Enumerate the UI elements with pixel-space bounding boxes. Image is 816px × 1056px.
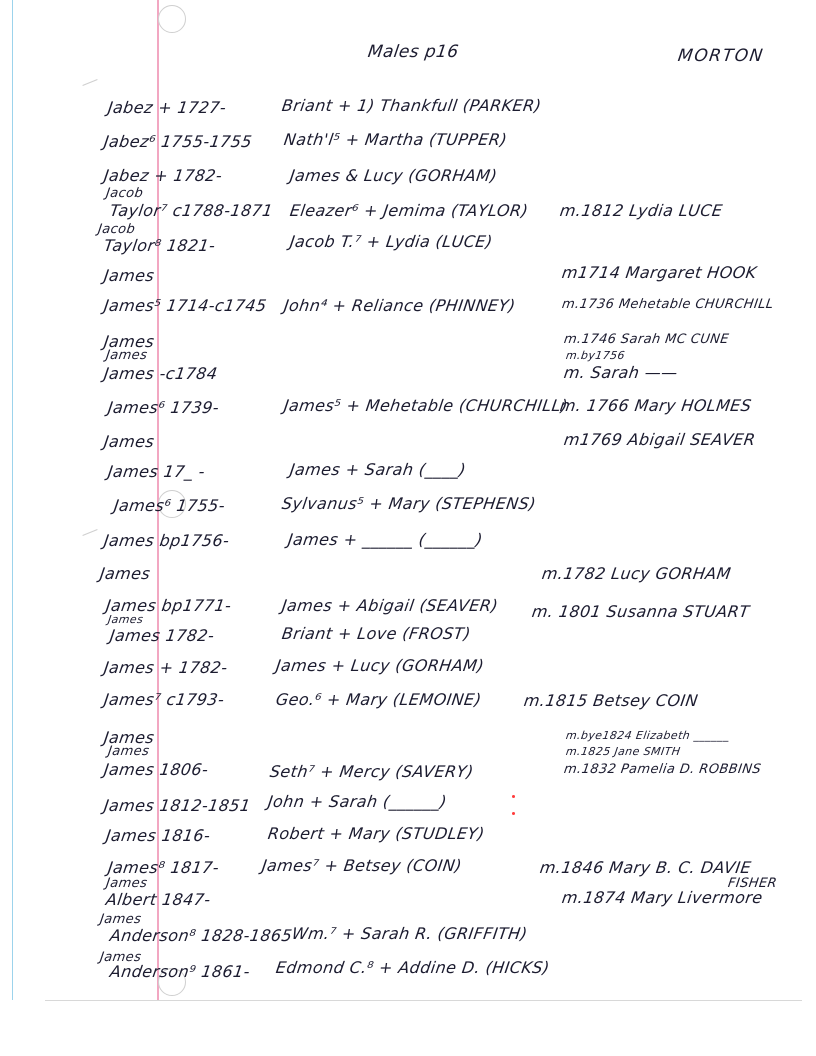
entry-parents: James + Lucy (GORHAM)	[274, 656, 486, 675]
entry-parents: James⁷ + Betsey (COIN)	[260, 856, 464, 875]
entry-parents: James & Lucy (GORHAM)	[288, 166, 499, 185]
entry-name: James + 1782-	[102, 658, 229, 677]
entry-parents: James + Sarah (____)	[288, 460, 468, 479]
page-label: Males p16	[366, 42, 460, 62]
entry-name: James 1812-1851	[102, 796, 252, 815]
entry-marriage: m. 1801 Susanna STUART	[530, 602, 751, 621]
ink-dot	[512, 812, 515, 815]
entry-name: Jabez⁶ 1755-1755	[102, 132, 254, 151]
entry-name-line2: Taylor⁷ c1788-1871	[108, 201, 275, 220]
surname-heading: MORTON	[676, 46, 766, 66]
entry-name: Jabez + 1727-	[106, 98, 228, 117]
binder-hole-top	[158, 5, 186, 33]
entry-parents: John⁴ + Reliance (PHINNEY)	[282, 296, 517, 315]
entry-name-line2: Taylor⁸ 1821-	[102, 236, 217, 255]
entry-marriage: m.1874 Mary Livermore	[560, 888, 765, 907]
entry-parents: Seth⁷ + Mercy (SAVERY)	[268, 762, 475, 781]
entry-parents: Sylvanus⁵ + Mary (STEPHENS)	[280, 494, 538, 513]
entry-name-line1: James	[98, 912, 143, 927]
entry-marriage: m1714 Margaret HOOK	[560, 263, 758, 282]
entry-marriage: m. 1766 Mary HOLMES	[558, 396, 753, 415]
entry-name: James	[102, 432, 156, 451]
entry-marriage: m.1846 Mary B. C. DAVIE	[538, 858, 753, 877]
entry-name: James	[102, 266, 156, 285]
bottom-rule	[45, 1000, 802, 1001]
entry-name-line1: Jacob	[104, 186, 145, 201]
entry-name: James⁸ 1817-	[106, 858, 221, 877]
entry-name-line2: Anderson⁸ 1828-1865	[108, 926, 294, 945]
entry-name: James 17_ -	[106, 462, 207, 481]
edge-mark	[82, 529, 97, 536]
entry-name: James	[104, 348, 149, 363]
entry-marriage: m.1825 Jane SMITH	[565, 745, 682, 758]
entry-name-line1: Jacob	[96, 222, 137, 237]
entry-name-line2: Albert 1847-	[104, 890, 212, 909]
entry-name: James 1806-	[102, 760, 210, 779]
entry-marriage: m.1815 Betsey COIN	[522, 691, 700, 710]
entry-marriage: m1769 Abigail SEAVER	[562, 430, 757, 449]
entry-name: James	[98, 564, 152, 583]
entry-parents: John + Sarah (______)	[266, 792, 449, 811]
entry-name: James⁶ 1739-	[106, 398, 221, 417]
entry-parents: Nath'l⁵ + Martha (TUPPER)	[282, 130, 509, 149]
entry-marriage: m.1832 Pamelia D. ROBBINS	[562, 762, 763, 777]
entry-marriage: m.1812 Lydia LUCE	[558, 201, 724, 220]
entry-name: James⁵ 1714-c1745	[102, 296, 268, 315]
entry-parents: Jacob T.⁷ + Lydia (LUCE)	[288, 232, 494, 251]
entry-marriage: m.1736 Mehetable CHURCHILL	[560, 297, 775, 312]
entry-name: James 1816-	[104, 826, 212, 845]
entry-parents: James⁵ + Mehetable (CHURCHILL)	[282, 396, 570, 415]
entry-parents: James + ______ (______)	[286, 530, 484, 549]
ink-dot	[512, 795, 515, 798]
entry-name: James -c1784	[102, 364, 219, 383]
entry-name-line2: Anderson⁹ 1861-	[108, 962, 252, 981]
entry-marriage: m.1782 Lucy GORHAM	[540, 564, 733, 583]
entry-name: James bp1771-	[104, 596, 233, 615]
edge-mark	[82, 79, 97, 86]
entry-parents: Robert + Mary (STUDLEY)	[266, 824, 486, 843]
entry-marriage: m.by1756	[565, 349, 626, 362]
entry-parents: James + Abigail (SEAVER)	[280, 596, 500, 615]
entry-name-line1: James	[104, 876, 149, 891]
entry-name-line1: James	[98, 950, 143, 965]
entry-name: James	[107, 613, 145, 626]
entry-parents: Eleazer⁶ + Jemima (TAYLOR)	[288, 201, 530, 220]
entry-parents: Wm.⁷ + Sarah R. (GRIFFITH)	[290, 924, 529, 943]
entry-name: James bp1756-	[102, 531, 231, 550]
entry-name: James	[106, 744, 151, 759]
entry-marriage: m.bye1824 Elizabeth ______	[565, 729, 731, 742]
entry-parents: Edmond C.⁸ + Addine D. (HICKS)	[274, 958, 551, 977]
entry-marriage: m.1746 Sarah MC CUNE	[562, 332, 730, 347]
entry-name: Jabez + 1782-	[102, 166, 224, 185]
entry-name: James 1782-	[108, 626, 216, 645]
entry-parents: Briant + 1) Thankfull (PARKER)	[280, 96, 543, 115]
entry-name: James	[102, 332, 156, 351]
entry-parents: Briant + Love (FROST)	[280, 624, 472, 643]
entry-marriage-line1: FISHER	[726, 876, 779, 891]
entry-name: James⁷ c1793-	[102, 690, 226, 709]
entry-name: James	[102, 728, 156, 747]
entry-marriage: m. Sarah ——	[562, 363, 680, 382]
entry-parents: Geo.⁶ + Mary (LEMOINE)	[274, 690, 483, 709]
page-edge-line	[12, 0, 13, 1000]
entry-name: James⁶ 1755-	[112, 496, 227, 515]
